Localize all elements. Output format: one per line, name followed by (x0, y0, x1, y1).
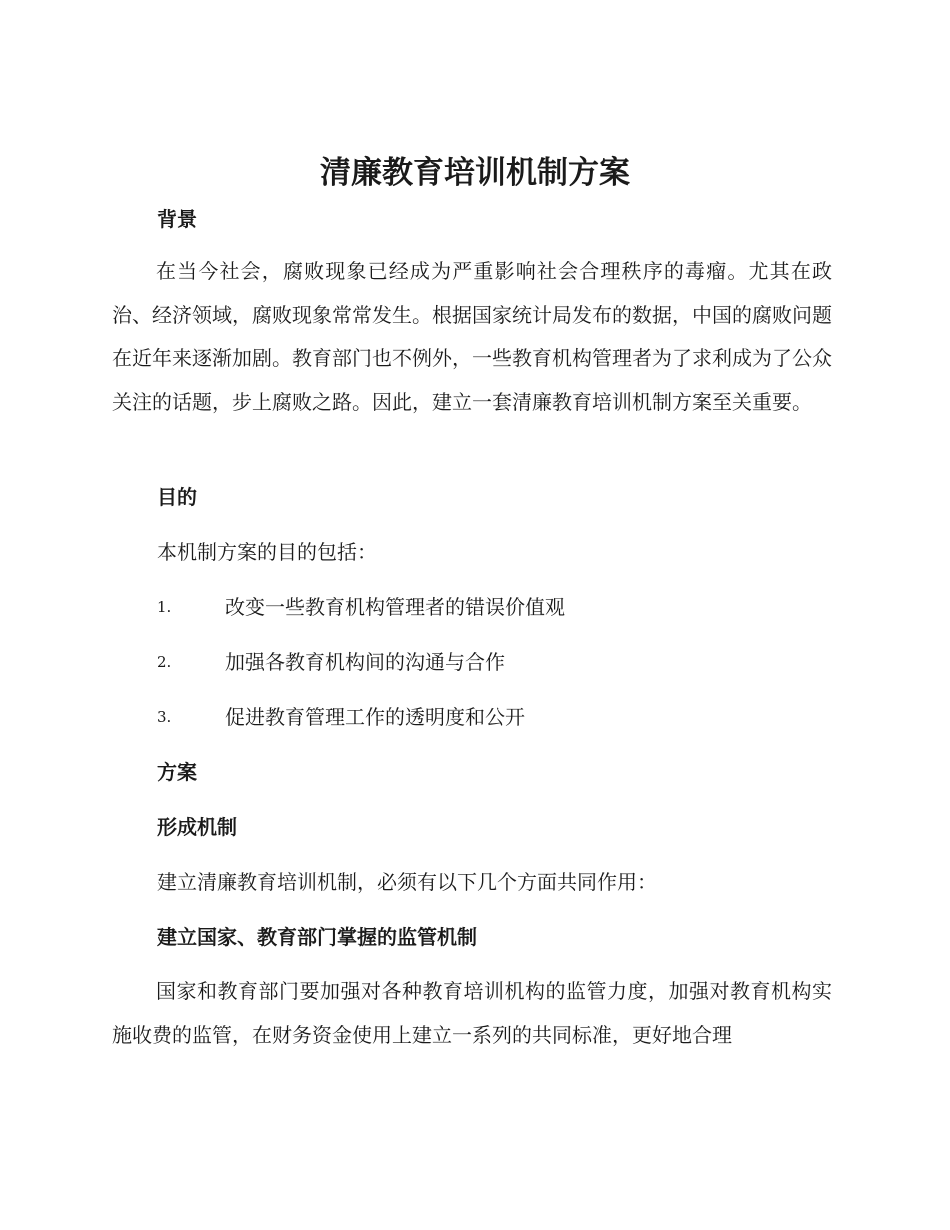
formation-heading: 形成机制 (157, 815, 237, 839)
list-number: 1. (157, 598, 172, 616)
list-text: 改变一些教育机构管理者的错误价值观 (225, 595, 565, 619)
list-number: 2. (157, 653, 172, 671)
list-text: 促进教育管理工作的透明度和公开 (225, 705, 525, 729)
purpose-heading: 目的 (157, 485, 197, 509)
list-text: 加强各教育机构间的沟通与合作 (225, 650, 505, 674)
plan-heading: 方案 (157, 760, 197, 784)
document-title: 清廉教育培训机制方案 (320, 155, 630, 191)
supervision-paragraph: 国家和教育部门要加强对各种教育培训机构的监管力度，加强对教育机构实施收费的监管，在财务资金使用上建立一系列的共同标准，更好地合理 (112, 979, 832, 1047)
background-paragraph: 在当今社会，腐败现象已经成为严重影响社会合理秩序的毒瘤。尤其在政治、经济领域，腐败现象常常发生。根据国家统计局发布的数据，中国的腐败问题在近年来逐渐加剧。教育部门也不例外，一些教育机构管理者为了求利成为了公众关注的话题，步上腐败之路。因此，建立一套清廉教育培训机制方案至关重要。 (112, 259, 832, 414)
formation-text: 建立清廉教育培训机制，必须有以下几个方面共同作用： (157, 870, 657, 894)
list-number: 3. (157, 708, 172, 726)
supervision-heading: 建立国家、教育部门掌握的监管机制 (157, 925, 477, 949)
background-heading: 背景 (157, 207, 197, 231)
purpose-intro: 本机制方案的目的包括： (157, 540, 377, 564)
